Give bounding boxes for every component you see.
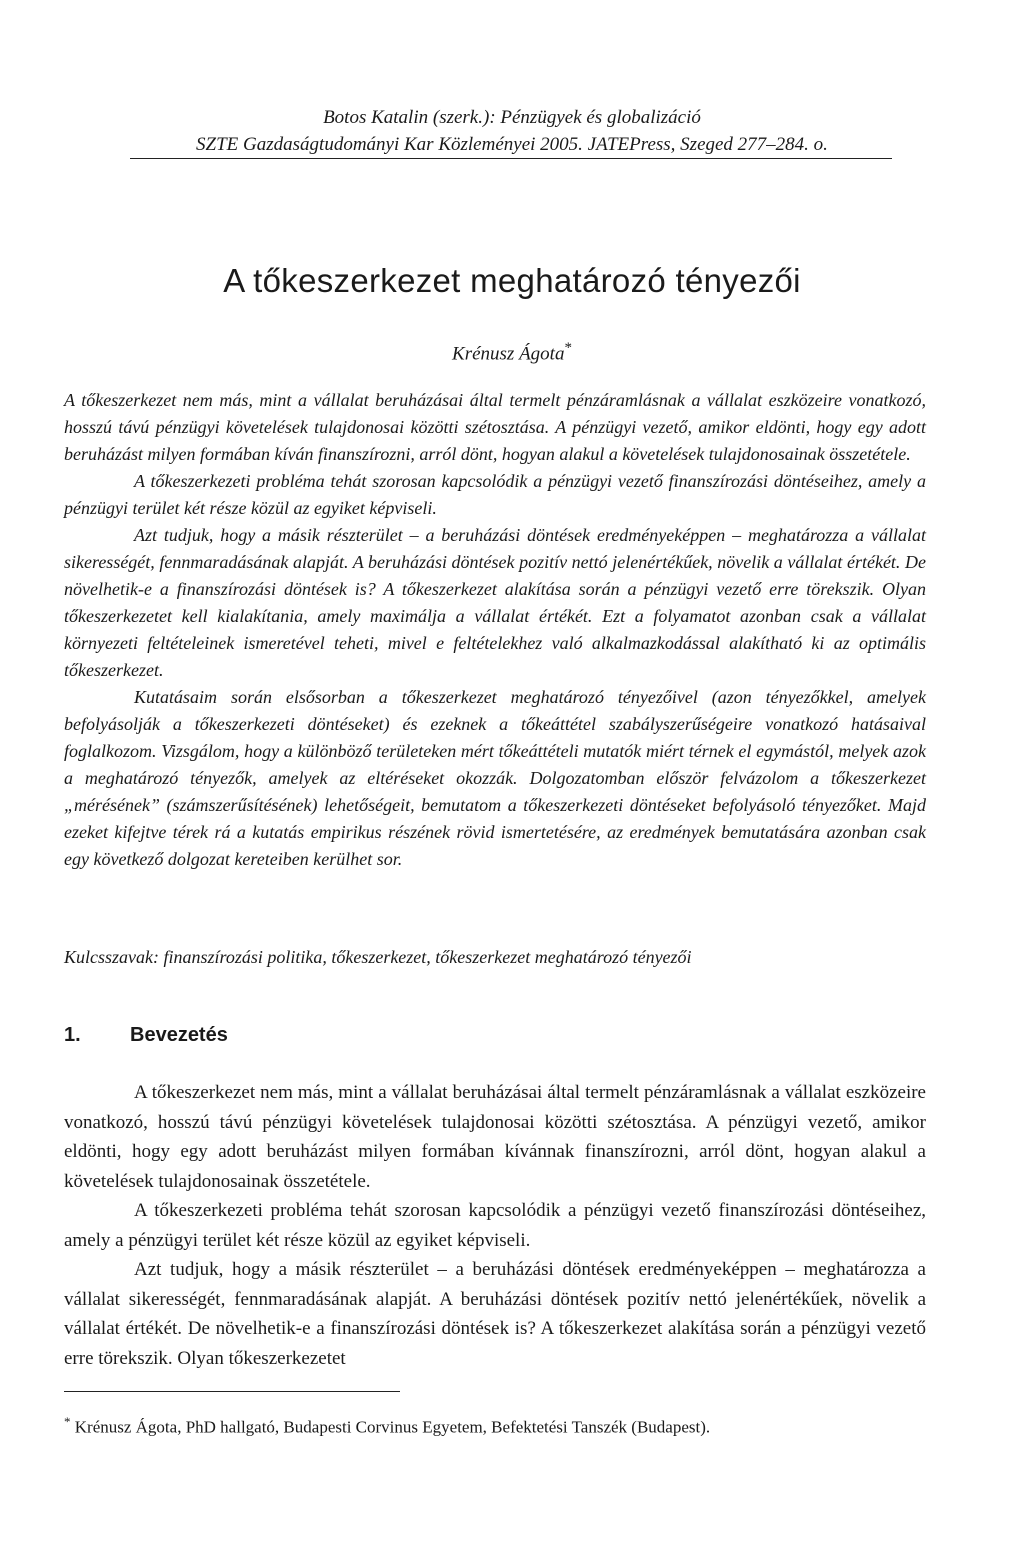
body-paragraph: A tőkeszerkezeti probléma tehát szorosan kapcsolódik a pénzügyi vezető finanszírozási döntéseihez, amely a pénzügyi terület két része közül az egyiket képviseli. bbox=[64, 1200, 926, 1251]
paper-title: A tőkeszerkezet meghatározó tényezői bbox=[223, 262, 801, 299]
footnote-marker: * bbox=[64, 1414, 71, 1429]
section-number: 1. bbox=[64, 1024, 81, 1046]
section-title: Bevezetés bbox=[130, 1024, 228, 1046]
section-heading bbox=[64, 1024, 228, 1047]
keywords: Kulcsszavak: finanszírozási politika, tőkeszerkezet, tőkeszerkezet meghatározó tényezői bbox=[64, 947, 692, 967]
abstract-paragraph: Kutatásaim során elsősorban a tőkeszerkezet meghatározó tényezőivel (azon tényezőkkel, amelyek befolyásolják a tőkeszerkezeti döntéseket) és ezeknek a tőkeáttétel szabályszerűségeire vonatkozó hatásaival foglalkozom. Vizsgálom, hogy a különböző területeken mért tőkeáttételi mutatók miért térnek el egymástól, melyek azok a meghatározó tényezők, amelyek az eltéréseket okozzák. Dolgozatomban először felvázolom a tőkeszerkezet „mérésének” (számszerűsítésének) lehetőségeit, bemutatom a tőkeszerkezeti döntéseket befolyásoló tényezőket. Majd ezeket kifejtve térek rá a kutatás empirikus részének rövid ismertetésére, az eredmények bemutatására azonban csak egy következő dolgozat kereteiben kerülhet sor. bbox=[64, 687, 926, 869]
running-head bbox=[132, 104, 892, 158]
author bbox=[0, 340, 1024, 365]
abstract-paragraph: A tőkeszerkezeti probléma tehát szorosan kapcsolódik a pénzügyi vezető finanszírozási döntéseihez, amely a pénzügyi terület két része közül az egyiket képviseli. bbox=[64, 471, 926, 518]
footnote bbox=[64, 1410, 944, 1440]
running-head-book: Botos Katalin (szerk.): Pénzügyek és globalizáció bbox=[323, 107, 701, 128]
header-rule bbox=[130, 158, 892, 159]
abstract bbox=[64, 387, 926, 873]
body-text bbox=[64, 1078, 926, 1373]
abstract-paragraph: Azt tudjuk, hogy a másik részterület – a beruházási döntések eredményeképpen – meghatározza a vállalat sikerességét, fennmaradásának alapját. A beruházási döntések pozitív nettó jelenértékűek, növelik a vállalat értékét. De növelhetik-e a finanszírozási döntések is? A tőkeszerkezet alakítása során a pénzügyi vezető erre törekszik. Olyan tőkeszerkezetet kell kialakítania, amely maximálja a vállalat értékét. Ezt a folyamatot azonban csak a vállalat környezeti feltételeinek ismeretével teheti, mivel e feltételekhez való alkalmazkodással alakítható ki az optimális tőkeszerkezet. bbox=[64, 525, 926, 680]
body-paragraph: Azt tudjuk, hogy a másik részterület – a beruházási döntések eredményeképpen – meghatározza a vállalat sikerességét, fennmaradásának alapját. A beruházási döntések pozitív nettó jelenértékűek, növelik a vállalat értékét. De növelhetik-e a finanszírozási döntések is? A tőkeszerkezet alakítása során a pénzügyi vezető erre törekszik. Olyan tőkeszerkezetet bbox=[64, 1259, 926, 1369]
abstract-paragraph: A tőkeszerkezet nem más, mint a vállalat beruházásai által termelt pénzáramlásnak a vállalat eszközeire vonatkozó, hosszú távú pénzügyi követelések tulajdonosai közötti szétosztása. A pénzügyi vezető, amikor eldönti, hogy egy adott beruházást milyen formában kíván finanszírozni, arról dönt, hogyan alakul a követelések tulajdonosainak összetétele. bbox=[64, 390, 926, 464]
body-paragraph: A tőkeszerkezet nem más, mint a vállalat beruházásai által termelt pénzáramlásnak a vállalat eszközeire vonatkozó, hosszú távú pénzügyi követelések tulajdonosai közötti szétosztása. A pénzügyi vezető, amikor eldönti, hogy egy adott beruházást milyen formában kívánnak finanszírozni, arról dönt, hogyan alakul a követelések tulajdonosainak összetétele. bbox=[64, 1082, 926, 1192]
footnote-text: Krénusz Ágota, PhD hallgató, Budapesti Corvinus Egyetem, Befektetési Tanszék (Budapest). bbox=[70, 1417, 711, 1437]
footnote-rule bbox=[64, 1391, 400, 1392]
running-head-publication: SZTE Gazdaságtudományi Kar Közleményei 2005. JATEPress, Szeged 277–284. o. bbox=[196, 134, 828, 155]
author-name: Krénusz Ágota bbox=[452, 343, 565, 365]
author-footnote-marker: * bbox=[564, 340, 572, 356]
